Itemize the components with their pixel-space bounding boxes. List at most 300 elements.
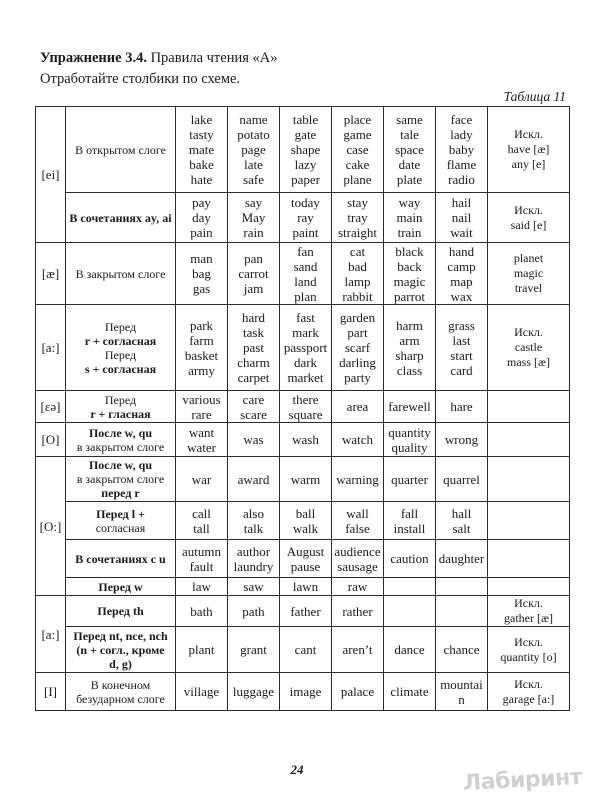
example-word: mate (188, 142, 215, 157)
example-word: hare (450, 399, 473, 414)
example-word: game (343, 127, 372, 142)
rule-condition-line: в закрытом слоге (76, 472, 165, 486)
rule-condition-cell (66, 596, 176, 627)
example-word: page (241, 142, 266, 157)
example-word: wall (346, 505, 369, 521)
example-words-cell (176, 391, 228, 423)
example-word: same (396, 112, 423, 127)
example-word: autumn (182, 543, 221, 559)
example-word: baby (448, 142, 475, 157)
sound-cell: [ei] (36, 107, 66, 243)
example-word: water (187, 439, 216, 455)
example-word: daughter (438, 551, 485, 566)
rule-condition-line: После w, qu (88, 425, 153, 440)
rule-condition-line: В конечном (90, 677, 151, 692)
rule-condition-cell (66, 673, 176, 711)
example-word: walk (292, 520, 319, 536)
example-word: hail (451, 195, 472, 210)
exception-cell (488, 107, 570, 193)
example-word: install (393, 520, 426, 536)
example-words-cell (384, 423, 436, 457)
example-word: tall (193, 520, 210, 536)
example-word: rain (243, 225, 264, 240)
example-word: mountai (440, 676, 483, 692)
exception-cell (488, 540, 570, 578)
example-word: false (345, 520, 370, 536)
example-word: pause (290, 558, 321, 574)
example-words-cell (332, 540, 384, 578)
table-row (36, 502, 570, 540)
example-word: August (286, 543, 325, 559)
example-word: safe (243, 172, 264, 187)
table-row (36, 673, 570, 711)
example-word: scarf (344, 340, 371, 355)
example-word: village (183, 684, 220, 699)
example-word: father (290, 603, 321, 619)
example-word: want (188, 424, 215, 440)
exception-line: travel (514, 281, 543, 295)
rule-condition-line: В сочетаниях ay, ai (69, 210, 172, 225)
example-words-cell (176, 578, 228, 596)
example-word: harm (396, 317, 423, 333)
example-word: care (242, 391, 265, 407)
table-row (36, 423, 570, 457)
sound-cell: [O] (36, 423, 66, 457)
sound-cell: [ɛə] (36, 391, 66, 423)
example-word: grant (240, 642, 267, 657)
example-word: stay (347, 195, 368, 210)
exception-line: Искл. (514, 676, 543, 691)
example-word: square (288, 406, 323, 422)
exception-cell (488, 578, 570, 596)
example-words-cell (436, 457, 488, 502)
example-word: back (397, 258, 422, 274)
example-word: palace (340, 684, 375, 699)
example-word: potato (237, 127, 270, 142)
rule-condition-line: (n + согл., кроме (76, 642, 165, 657)
exercise-label: Упражнение 3.4. (40, 50, 147, 66)
example-words-cell (280, 578, 332, 596)
exception-line: Искл. (514, 202, 543, 217)
example-words-cell (436, 627, 488, 673)
example-word: climate (390, 684, 429, 699)
example-words-cell (228, 627, 280, 673)
example-words-cell (176, 423, 228, 457)
example-words-cell (228, 107, 280, 193)
exception-line: said [e] (510, 217, 547, 232)
example-words-cell (332, 578, 384, 596)
rule-condition-line: В сочетаниях с u (75, 551, 166, 566)
example-word: caution (390, 551, 429, 566)
example-word: pain (190, 225, 213, 240)
example-word: wax (450, 288, 473, 304)
rule-condition-cell (66, 502, 176, 540)
example-words-cell (436, 540, 488, 578)
example-word: pan (244, 251, 263, 266)
example-word: bath (190, 603, 213, 619)
example-word: luggage (232, 684, 275, 699)
example-word: passport (283, 340, 328, 355)
example-word: n (458, 691, 465, 707)
example-word: wash (292, 432, 319, 447)
example-word: war (191, 471, 212, 487)
table-body (36, 107, 570, 711)
exception-line: Искл. (514, 596, 543, 610)
example-word: rabbit (342, 288, 373, 304)
sound-cell: [I] (36, 673, 66, 711)
table-caption: Таблица 11 (503, 89, 566, 104)
exception-line: magic (513, 266, 544, 280)
example-word: plate (396, 172, 423, 187)
example-word: salt (452, 520, 471, 536)
example-word: basket (184, 347, 219, 363)
example-word: wait (450, 225, 473, 240)
example-word: straight (338, 225, 377, 240)
rule-condition-line: Перед (104, 319, 137, 334)
example-words-cell (332, 107, 384, 193)
example-words-cell (332, 596, 384, 627)
example-words-cell (384, 243, 436, 305)
example-word: say (244, 195, 263, 210)
exercise-instruction: Отработайте столбики по схеме. (40, 71, 241, 87)
exception-line: have [æ] (507, 142, 550, 156)
example-words-cell (176, 627, 228, 673)
example-words-cell (228, 423, 280, 457)
example-words-cell (176, 243, 228, 305)
example-word: park (189, 317, 214, 333)
rule-condition-cell (66, 578, 176, 596)
example-word: magic (393, 273, 426, 289)
rule-condition-line: Перед nt, nce, nch (73, 628, 168, 643)
example-words-cell (280, 502, 332, 540)
example-word: case (346, 142, 369, 157)
example-word: cake (345, 157, 370, 172)
example-word: bake (189, 157, 214, 172)
table-row (36, 627, 570, 673)
example-words-cell (436, 502, 488, 540)
example-word: parrot (393, 288, 426, 304)
reading-rules-table (35, 106, 570, 711)
rule-condition-line: В закрытом слоге (75, 266, 166, 281)
example-words-cell (436, 673, 488, 711)
rule-condition-cell (66, 457, 176, 502)
example-word: scare (240, 406, 267, 422)
example-word: watch (341, 432, 374, 447)
example-word: mark (292, 325, 319, 340)
example-words-cell (228, 578, 280, 596)
example-words-cell (176, 457, 228, 502)
example-word: jam (243, 281, 264, 296)
example-words-cell (384, 673, 436, 711)
example-word: pay (192, 195, 211, 210)
rule-condition-line: В открытом слоге (75, 142, 166, 157)
example-word: radio (448, 172, 475, 187)
example-word: cant (294, 642, 317, 657)
example-words-cell (280, 391, 332, 423)
rule-condition-cell (66, 305, 176, 391)
example-word: rather (342, 603, 373, 619)
example-word: sausage (337, 558, 378, 574)
rule-condition-line: Перед w (98, 579, 143, 594)
example-words-cell (176, 673, 228, 711)
example-word: way (398, 195, 421, 210)
example-words-cell (384, 627, 436, 673)
example-words-cell (384, 391, 436, 423)
example-words-cell (280, 540, 332, 578)
table-row (36, 578, 570, 596)
rule-condition-cell (66, 107, 176, 193)
example-words-cell (332, 243, 384, 305)
example-word: date (398, 157, 421, 172)
example-words-cell (228, 673, 280, 711)
example-words-cell (280, 673, 332, 711)
example-word: black (395, 243, 424, 259)
example-word: gas (192, 281, 211, 296)
example-words-cell (332, 305, 384, 391)
example-word: lake (190, 112, 213, 127)
example-word: lady (450, 127, 473, 142)
example-word: bad (348, 258, 367, 274)
example-word: farm (189, 332, 214, 348)
example-word: bag (192, 266, 211, 281)
rule-condition-line: r + согласная (84, 333, 157, 348)
example-words-cell (436, 596, 488, 627)
rule-condition-line: Перед th (97, 604, 144, 618)
example-word: quarrel (443, 471, 480, 487)
example-word: cat (349, 243, 366, 259)
example-words-cell (384, 457, 436, 502)
rule-condition-line: Перед (104, 347, 137, 362)
sound-cell: [O:] (36, 457, 66, 596)
example-words-cell (384, 578, 436, 596)
example-word: warning (336, 471, 379, 487)
example-word: plant (188, 642, 215, 657)
example-word: day (192, 210, 211, 225)
example-word: gate (294, 127, 317, 142)
example-words-cell (228, 502, 280, 540)
example-word: camp (447, 258, 476, 274)
example-word: ray (297, 210, 314, 225)
exception-cell (488, 457, 570, 502)
example-word: fast (296, 310, 315, 325)
example-word: start (450, 347, 473, 363)
example-word: plan (294, 288, 317, 304)
table-row (36, 457, 570, 502)
example-word: author (236, 543, 271, 559)
example-word: wrong (444, 432, 479, 447)
example-word: quantity (388, 424, 431, 440)
example-word: talk (243, 520, 264, 536)
example-words-cell (176, 193, 228, 243)
table-row (36, 243, 570, 305)
example-word: face (450, 112, 473, 127)
exception-line: Искл. (514, 127, 543, 141)
example-word: dark (293, 355, 318, 370)
rule-condition-line: перед r (101, 486, 140, 500)
example-word: past (243, 340, 264, 355)
publisher-watermark: Лабиринт (462, 764, 583, 797)
example-word: paint (292, 225, 319, 240)
example-word: part (347, 325, 368, 340)
example-word: train (397, 225, 422, 240)
rule-condition-line: безударном слоге (76, 691, 165, 706)
example-word: raw (347, 579, 368, 594)
table-row (36, 540, 570, 578)
example-word: also (243, 505, 264, 521)
example-word: charm (237, 355, 270, 370)
example-word: tale (400, 127, 419, 142)
example-words-cell (228, 193, 280, 243)
example-word: card (450, 362, 473, 378)
example-word: arm (399, 332, 420, 348)
example-words-cell (384, 193, 436, 243)
example-words-cell (176, 305, 228, 391)
example-words-cell (332, 423, 384, 457)
exception-line: planet (513, 251, 544, 265)
example-word: fall (400, 505, 419, 521)
example-words-cell (176, 596, 228, 627)
table-row (36, 107, 570, 193)
example-words-cell (280, 596, 332, 627)
example-word: name (239, 112, 268, 127)
example-word: fault (189, 558, 214, 574)
example-words-cell (280, 627, 332, 673)
example-words-cell (436, 391, 488, 423)
example-word: party (344, 370, 371, 385)
exception-line: gather [æ] (504, 611, 553, 625)
example-word: main (396, 210, 423, 225)
rule-condition-line: После w, qu (88, 458, 153, 472)
example-word: path (242, 603, 265, 619)
example-word: today (291, 195, 320, 210)
table-row (36, 391, 570, 423)
example-word: law (192, 579, 211, 594)
example-word: last (452, 332, 471, 348)
example-word: class (396, 362, 423, 378)
exception-cell (488, 627, 570, 673)
example-word: hate (190, 172, 213, 187)
example-words-cell (384, 540, 436, 578)
example-words-cell (176, 107, 228, 193)
example-word: market (287, 370, 324, 385)
exception-cell (488, 391, 570, 423)
example-word: garden (339, 310, 376, 325)
example-words-cell (280, 457, 332, 502)
example-word: paper (291, 172, 320, 187)
example-word: nail (451, 210, 472, 225)
example-word: darling (339, 355, 376, 370)
example-word: map (450, 273, 473, 289)
example-words-cell (280, 107, 332, 193)
example-words-cell (228, 540, 280, 578)
exception-line: garage [a:] (502, 691, 555, 706)
exception-cell (488, 596, 570, 627)
example-words-cell (228, 305, 280, 391)
example-word: chance (443, 642, 480, 657)
rule-condition-line: в закрытом слоге (76, 439, 165, 454)
example-word: call (192, 505, 211, 521)
exception-cell (488, 243, 570, 305)
example-word: grass (448, 317, 475, 333)
example-word: army (188, 362, 215, 378)
example-word: ball (295, 505, 316, 521)
exception-line: mass [æ] (507, 355, 550, 369)
example-words-cell (436, 107, 488, 193)
rule-condition-line: s + согласная (84, 361, 157, 376)
example-words-cell (436, 578, 488, 596)
example-word: hand (448, 243, 475, 259)
table-row (36, 596, 570, 627)
exception-cell (488, 305, 570, 391)
example-word: carrot (238, 266, 269, 281)
example-word: farewell (388, 399, 431, 414)
exception-line: Искл. (514, 634, 543, 649)
example-word: dance (394, 642, 425, 657)
sound-cell: [a:] (36, 305, 66, 391)
example-word: rare (191, 406, 212, 422)
example-words-cell (228, 457, 280, 502)
page-number: 24 (290, 762, 304, 777)
example-word: task (243, 325, 264, 340)
example-word: tray (347, 210, 368, 225)
example-word: flame (446, 157, 477, 172)
example-word: place (343, 112, 372, 127)
example-word: laundry (233, 558, 274, 574)
exception-line: castle (514, 340, 543, 354)
rule-condition-cell (66, 423, 176, 457)
example-words-cell (332, 673, 384, 711)
example-words-cell (384, 107, 436, 193)
example-words-cell (436, 193, 488, 243)
example-word: audience (334, 543, 381, 559)
example-words-cell (228, 243, 280, 305)
rule-condition-line: Перед l + (96, 506, 145, 521)
example-words-cell (176, 540, 228, 578)
exception-line: any [e] (511, 157, 546, 171)
example-word: hall (451, 505, 472, 521)
table-row (36, 193, 570, 243)
table-row (36, 305, 570, 391)
example-words-cell (228, 391, 280, 423)
example-words-cell (384, 305, 436, 391)
example-word: saw (243, 579, 264, 594)
exception-line: quantity [o] (500, 649, 557, 664)
example-word: shape (290, 142, 321, 157)
exception-cell (488, 502, 570, 540)
example-word: was (243, 432, 264, 447)
exception-cell (488, 423, 570, 457)
rule-condition-cell (66, 391, 176, 423)
example-words-cell (280, 305, 332, 391)
exception-line: Искл. (514, 325, 543, 339)
example-word: plane (343, 172, 372, 187)
sound-cell: [æ] (36, 243, 66, 305)
example-word: area (346, 399, 369, 414)
rule-condition-line: согласная (95, 520, 146, 535)
rule-condition-cell (66, 627, 176, 673)
example-word: sand (293, 258, 318, 274)
example-words-cell (436, 305, 488, 391)
example-words-cell (280, 423, 332, 457)
example-word: space (395, 142, 424, 157)
example-words-cell (228, 596, 280, 627)
example-word: image (289, 684, 322, 699)
sound-cell: [a:] (36, 596, 66, 673)
example-word: aren’t (342, 642, 373, 657)
rule-condition-line: Перед (104, 392, 137, 407)
example-word: there (292, 391, 319, 407)
example-words-cell (436, 243, 488, 305)
